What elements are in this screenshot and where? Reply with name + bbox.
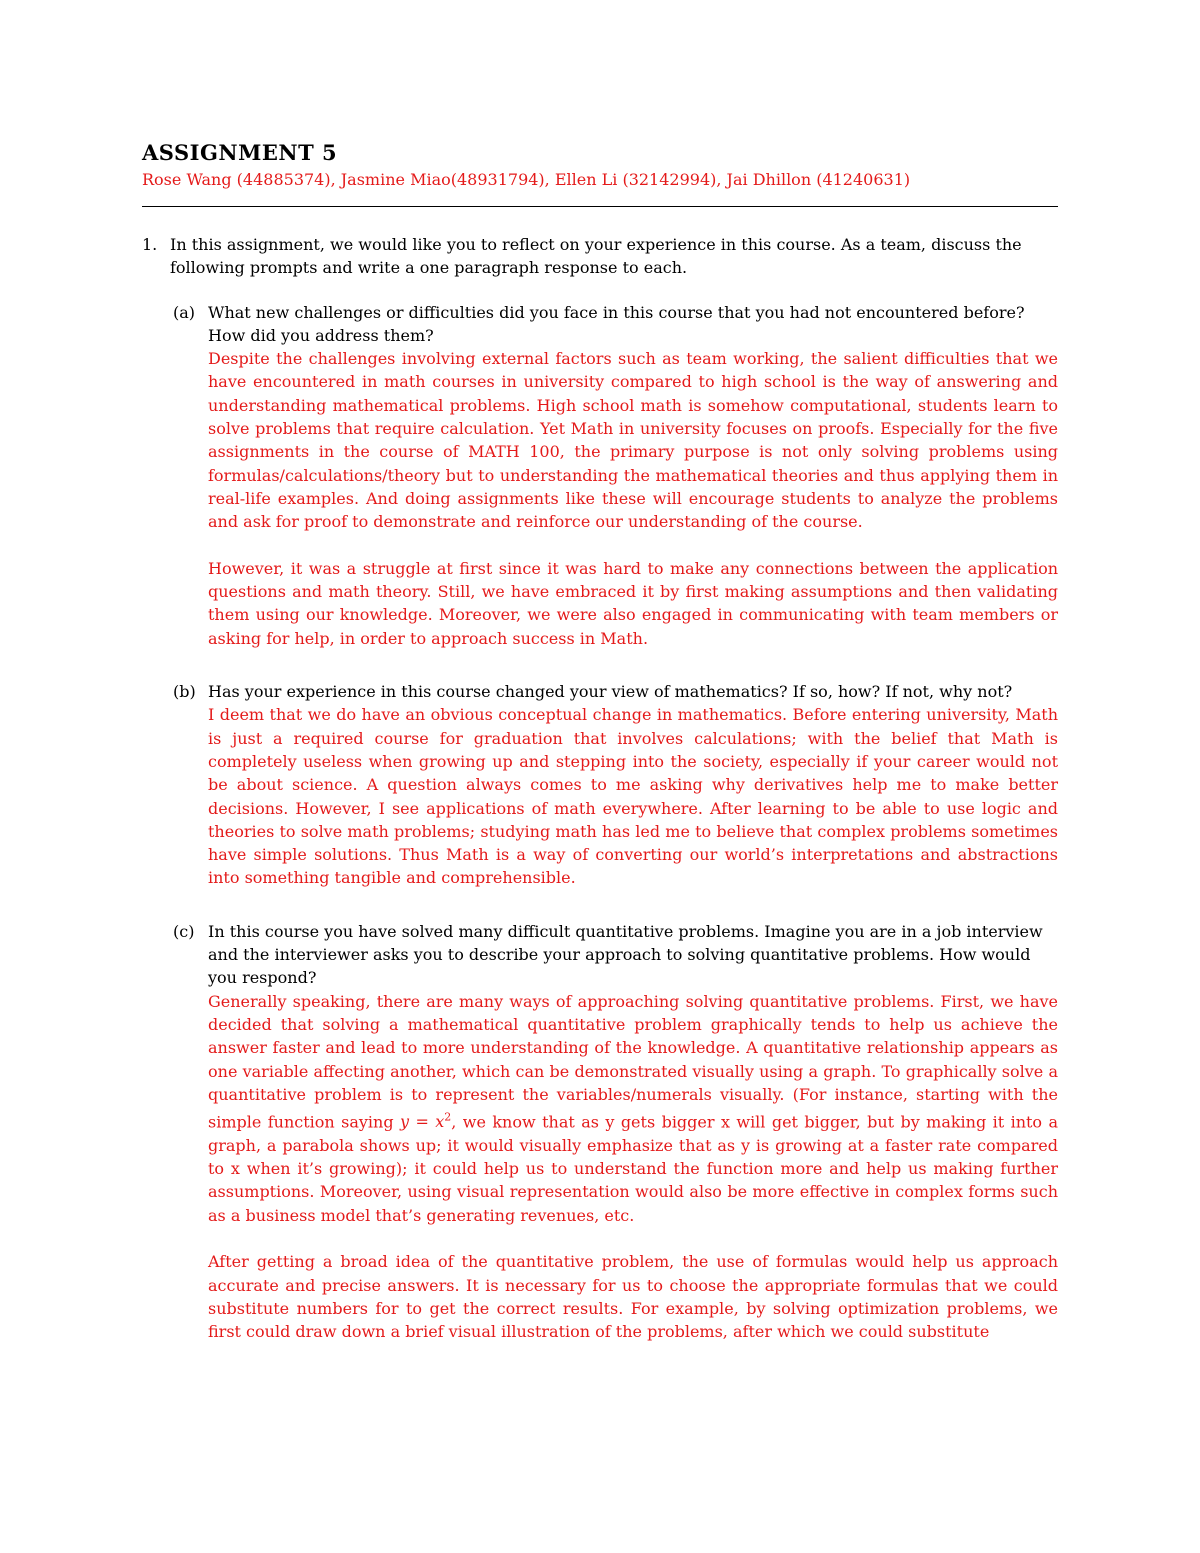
answer-text-after-formula: , we know that as y gets bigger x will get bigger, but by making it into a graph, a parabola shows up; it would visually emphasize that as y is growing at a faster rate compared to x when it’s growing); it could help us to understand the function more and help us making further assumptions. Moreover, using visual representation would also be more effective in complex forms such as a business model that’s generating revenues, etc. bbox=[208, 1112, 1059, 1225]
part-a-prompt: What new challenges or difficulties did you face in this course that you had not encountered before? How did you address them? bbox=[208, 302, 1025, 345]
question-number: 1. bbox=[142, 235, 158, 254]
part-a-answer-paragraph-1: Despite the challenges involving external factors such as team working, the salient difficulties that we have encountered in math courses in university compared to high school is the way of answering and understanding mathematical problems. High school math is somehow computational, students learn to solve problems that require calculation. Yet Math in university focuses on proofs. Especially for the five assignments in the course of MATH 100, the primary purpose is not only solving problems using formulas/calculations/theory but to understanding the mathematical theories and thus applying them in real-life examples. And doing assignments like these will encourage students to analyze the problems and ask for proof to demonstrate and reinforce our understanding of the course. bbox=[208, 349, 1058, 532]
part-c-answer-paragraph-2: After getting a broad idea of the quantitative problem, the use of formulas would help us approach accurate and precise answers. It is necessary for us to choose the appropriate formulas that we could substitute numbers for to get the correct results. For example, by solving optimization problems, we first could draw down a brief visual illustration of the problems, after which we could substitute bbox=[208, 1252, 1058, 1342]
formula-variable-y: y bbox=[399, 1112, 410, 1132]
part-b bbox=[142, 680, 1058, 890]
part-b-prompt: Has your experience in this course changed your view of mathematics? If so, how? If not, why not? bbox=[208, 682, 1013, 702]
formula-equals: = bbox=[409, 1112, 436, 1132]
part-c-label: (c) bbox=[173, 921, 195, 941]
formula-variable-x: x bbox=[435, 1112, 445, 1132]
part-c-prompt: In this course you have solved many difficult quantitative problems. Imagine you are in a job interview and the interviewer asks you to describe your approach to solving quantitative problems. How would you respond? bbox=[208, 921, 1043, 988]
inline-formula bbox=[400, 1112, 451, 1131]
header-rule bbox=[142, 206, 1058, 207]
part-c bbox=[142, 920, 1058, 1344]
part-a bbox=[142, 301, 1058, 650]
paragraph-gap bbox=[208, 534, 1058, 557]
question-1 bbox=[142, 233, 1058, 280]
part-a-label: (a) bbox=[173, 302, 196, 322]
document-page bbox=[142, 138, 1058, 1343]
answer-text-before-formula: Generally speaking, there are many ways of approaching solving quantitative problems. First, we have decided that solving a mathematical quantitative problem graphically tends to help us achieve the answer faster and lead to more understanding of the knowledge. A quantitative relationship appears as one variable affecting another, which can be demonstrated visually using a graph. To graphically solve a quantitative problem is to represent the variables/numerals visually. (For instance, starting with the simple function saying bbox=[208, 991, 1058, 1132]
question-text: In this assignment, we would like you to reflect on your experience in this course. As a team, discuss the following prompts and write a one paragraph response to each. bbox=[170, 235, 1022, 278]
document-title: ASSIGNMENT 5 bbox=[142, 140, 338, 165]
author-list: Rose Wang (44885374), Jasmine Miao(48931794), Ellen Li (32142994), Jai Dhillon (41240631) bbox=[142, 170, 911, 189]
formula-exponent: 2 bbox=[444, 1111, 452, 1125]
part-b-answer-paragraph-1: I deem that we do have an obvious conceptual change in mathematics. Before entering university, Math is just a required course for graduation that involves calculations; with the belief that Math is completely useless when growing up and stepping into the society, especially if your career would not be about science. A question always comes to me asking why derivatives help me to make better decisions. However, I see applications of math everywhere. After learning to be able to use logic and theories to solve math problems; studying math has led me to believe that complex problems sometimes have simple solutions. Thus Math is a way of converting our world’s interpretations and abstractions into something tangible and comprehensible. bbox=[208, 705, 1058, 888]
part-c-answer-paragraph-1 bbox=[208, 990, 1058, 1227]
part-a-answer-paragraph-2: However, it was a struggle at first since it was hard to make any connections between the application questions and math theory. Still, we have embraced it by first making assumptions and then validating them using our knowledge. Moreover, we were also engaged in communicating with team members or asking for help, in order to approach success in Math. bbox=[208, 558, 1058, 648]
part-b-label: (b) bbox=[173, 682, 196, 702]
paragraph-gap bbox=[208, 1227, 1058, 1250]
